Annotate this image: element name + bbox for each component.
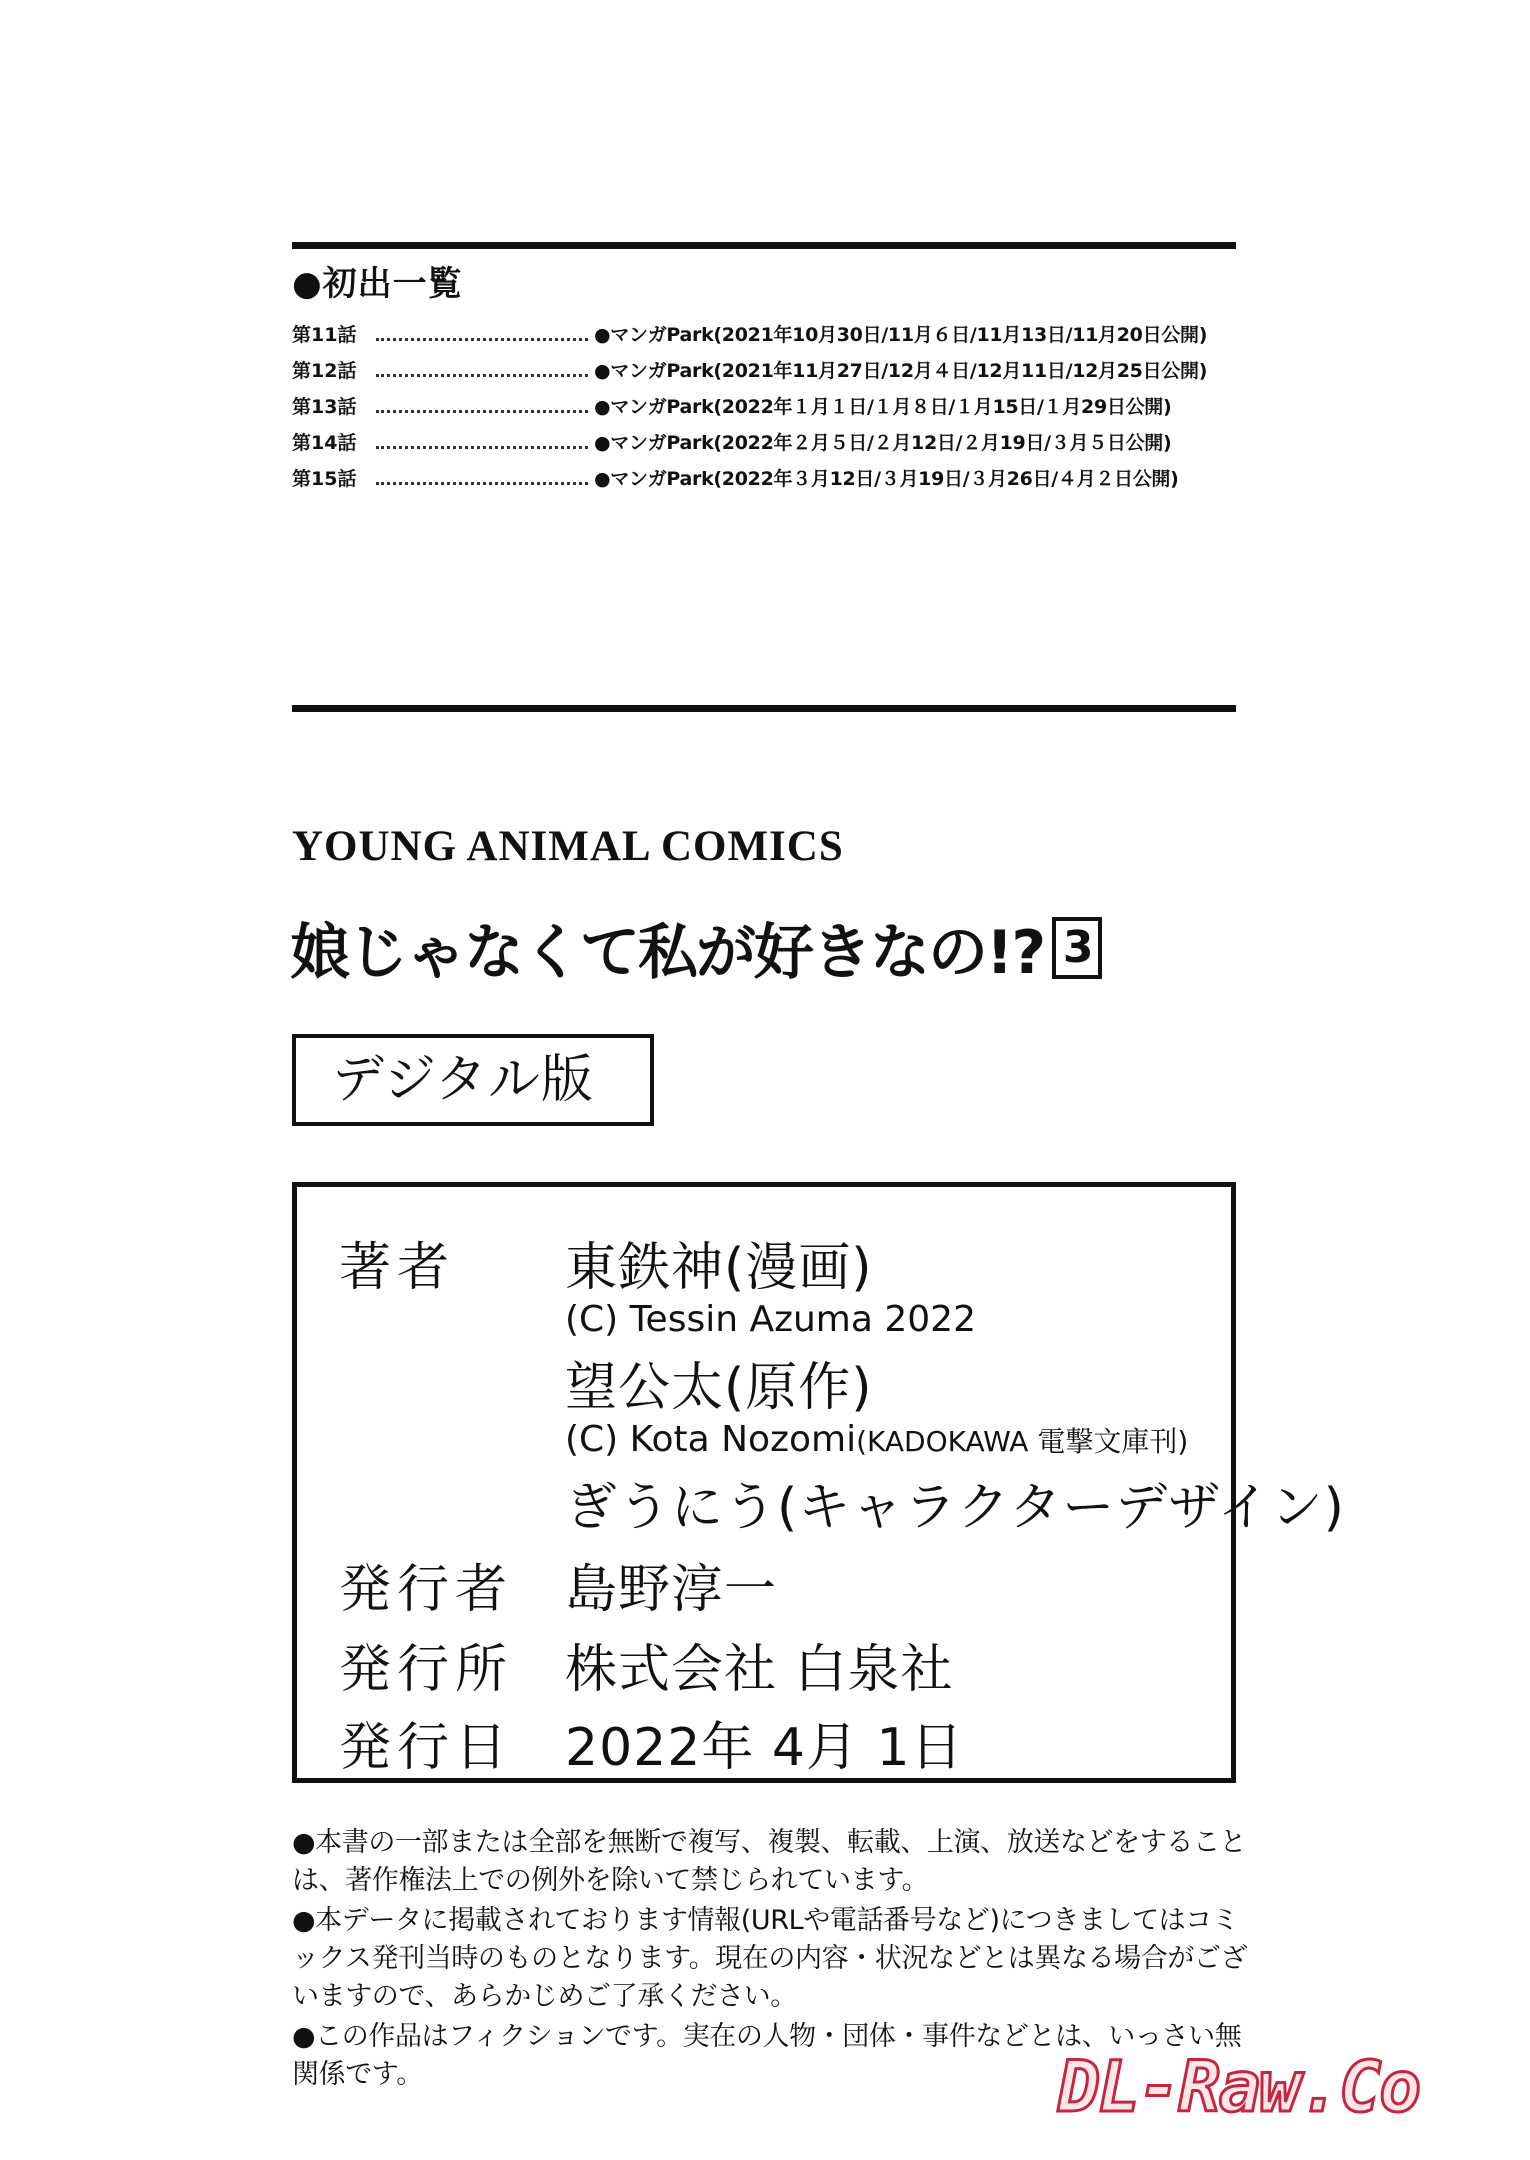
author-original-copyright: (C) Kota Nozomi (565, 1419, 857, 1460)
first-publication-list (292, 320, 1236, 500)
watermark-logo: DL-Raw.Co (1058, 2046, 1420, 2128)
publication-detail: ●マンガPark(2022年２月５日/２月12日/２月19日/３月５日公開) (594, 432, 1172, 454)
author-artist-copyright: (C) Tessin Azuma 2022 (565, 1299, 976, 1340)
list-item (292, 428, 1236, 464)
publication-detail: ●マンガPark(2021年11月27日/12月４日/12月11日/12月25日公開) (594, 360, 1208, 382)
author-label: 著者 (339, 1238, 456, 1298)
episode-label: 第14話 (292, 432, 357, 454)
book-title (290, 905, 1102, 991)
edition-box: デジタル版 (292, 1034, 654, 1126)
publisher-label: 発行所 (339, 1640, 514, 1700)
notice-information: ●本データに掲載されております情報(URLや電話番号など)につきましてはコミックス発刊当時のものとなります。現在の内容・状況などとは異なる場合がございますので、あらかじめご了承ください。 (292, 1905, 1248, 2012)
list-item (292, 320, 1236, 356)
date-label: 発行日 (339, 1718, 514, 1778)
middle-rule (292, 705, 1236, 712)
volume-number: 3 (1052, 917, 1102, 979)
publisher: 株式会社 白泉社 (565, 1640, 954, 1700)
leader-dots (376, 373, 588, 377)
list-item (292, 392, 1236, 428)
author-original-copyright-line (565, 1419, 1188, 1460)
leader-dots (376, 337, 588, 341)
publication-date: 2022年 4月 1日 (565, 1718, 964, 1778)
publication-detail: ●マンガPark(2022年３月12日/３月19日/３月26日/４月２日公開) (594, 468, 1179, 490)
notice-fiction: ●この作品はフィクションです。実在の人物・団体・事件などとは、いっさい無関係です。 (292, 2021, 1242, 2090)
first-publication-heading: ●初出一覧 (292, 264, 463, 304)
leader-dots (376, 445, 588, 449)
list-item (292, 356, 1236, 392)
episode-label: 第15話 (292, 468, 357, 490)
list-item (292, 464, 1236, 500)
publisher-person-label: 発行者 (339, 1560, 514, 1620)
episode-label: 第11話 (292, 324, 357, 346)
credits-box (292, 1182, 1345, 1783)
author-character-design: ぎうにう(キャラクターデザイン) (565, 1478, 1345, 1538)
author-artist: 東鉄神(漫画) (565, 1238, 873, 1298)
title-text: 娘じゃなくて私が好きなの!? (290, 918, 1045, 988)
episode-label: 第13話 (292, 396, 357, 418)
publication-detail: ●マンガPark(2022年１月１日/１月８日/１月15日/１月29日公開) (594, 396, 1172, 418)
top-rule (292, 242, 1236, 249)
author-original: 望公太(原作) (565, 1358, 873, 1418)
publication-detail: ●マンガPark(2021年10月30日/11月６日/11月13日/11月20日公開) (594, 324, 1208, 346)
leader-dots (376, 409, 588, 413)
episode-label: 第12話 (292, 360, 357, 382)
leader-dots (376, 481, 588, 485)
author-original-note: (KADOKAWA 電撃文庫刊) (856, 1425, 1189, 1458)
notice-copyright: ●本書の一部または全部を無断で複写、複製、転載、上演、放送などをすることは、著作権法上での例外を除いて禁じられています。 (292, 1827, 1247, 1896)
publisher-person: 島野淳一 (565, 1560, 778, 1620)
series-label: YOUNG ANIMAL COMICS (292, 823, 844, 870)
